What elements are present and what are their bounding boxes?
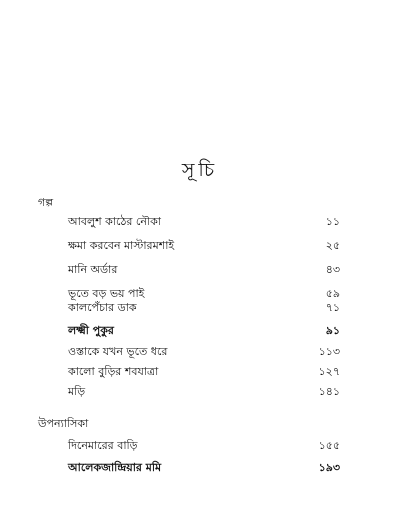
toc-entry bbox=[68, 459, 340, 475]
toc-entry-title: লক্ষ্মী পুকুর bbox=[68, 324, 114, 337]
toc-entry-page: ২৫ bbox=[325, 239, 340, 252]
toc-entry-page: ১১৩ bbox=[318, 345, 340, 358]
toc-entry bbox=[68, 213, 340, 229]
toc-entry-title: মড়ি bbox=[68, 385, 86, 398]
page-title: সূচি bbox=[181, 159, 219, 181]
toc-entry bbox=[68, 343, 340, 359]
toc-entry-page: ৯১ bbox=[325, 324, 340, 337]
toc-entry-title: কালো বুড়ির শবযাত্রা bbox=[68, 365, 159, 378]
toc-entry-title: দিনেমারের বাড়ি bbox=[68, 439, 138, 452]
toc-entry-page: ৪৩ bbox=[325, 263, 340, 276]
toc-entry-title: আলেকজান্দ্রিয়ার মমি bbox=[68, 461, 162, 474]
toc-entry-page: ১৯৩ bbox=[318, 461, 340, 474]
toc-entry-title: ক্ষমা করবেন মাস্টারমশাই bbox=[68, 239, 175, 252]
toc-entry-page: ৫৯ bbox=[325, 287, 340, 300]
toc-entry bbox=[68, 383, 340, 399]
toc-entry-page: ১২৭ bbox=[318, 365, 340, 378]
toc-entry-page: ৭১ bbox=[325, 301, 340, 314]
section-heading-novellas: উপন্যাসিকা bbox=[38, 417, 89, 430]
toc-entry-title: ভূতে বড় ভয় পাই bbox=[68, 287, 145, 300]
toc-entry bbox=[68, 261, 340, 277]
toc-entry-title: কালপেঁচার ডাক bbox=[68, 301, 137, 314]
toc-entry-title: মানি অর্ডার bbox=[68, 263, 118, 276]
toc-entry-page: ১৫৫ bbox=[318, 439, 340, 452]
toc-entry-title: ওস্তাকে যখন ভূতে ধরে bbox=[68, 345, 168, 358]
toc-entry bbox=[68, 437, 340, 453]
toc-entry bbox=[68, 322, 340, 338]
toc-entry-page: ১৪১ bbox=[318, 385, 340, 398]
toc-entry bbox=[68, 299, 340, 315]
section-heading-stories: গল্প bbox=[38, 196, 54, 209]
toc-entry bbox=[68, 363, 340, 379]
toc-entry bbox=[68, 237, 340, 253]
toc-entry-title: আবলুশ কাঠের নৌকা bbox=[68, 215, 161, 228]
toc-entry-page: ১১ bbox=[325, 215, 340, 228]
